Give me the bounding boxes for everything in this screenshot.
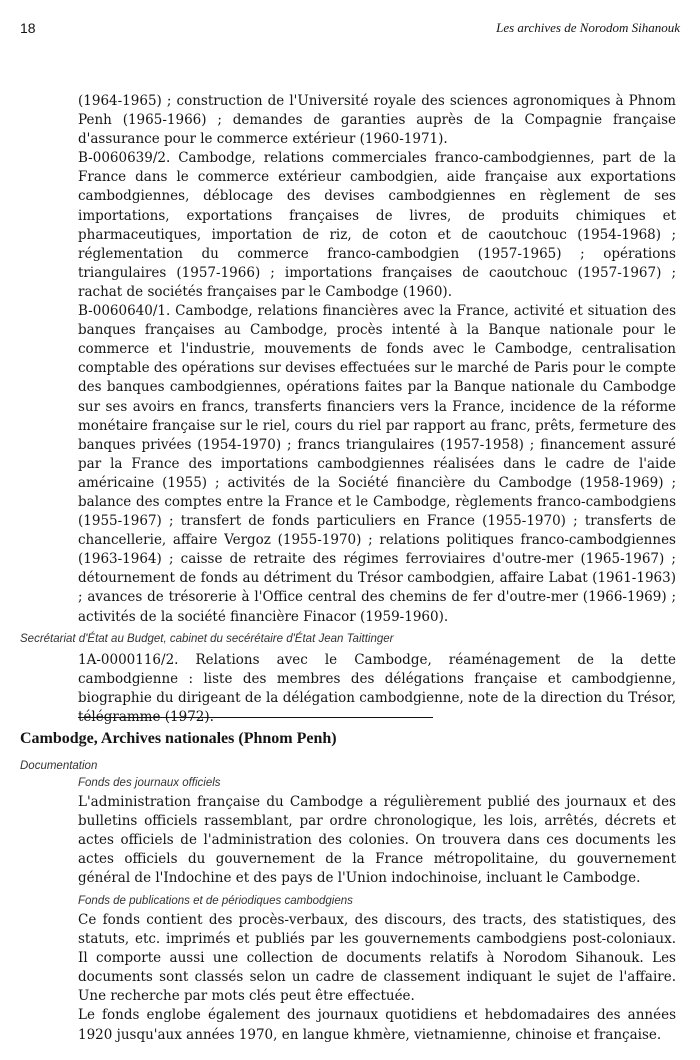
entry-b-0060639: B-0060639/2. Cambodge, relations commerciales franco-cambodgiennes, part de la France dans le commerce extérieur cambodgien, aide française aux exportations cambodgiennes, déblocage des devises cambodgiennes en règlement de ses importations, exportations françaises de livres, de produits chimiques et pharmaceutiques, importation de riz, de coton et de caoutchouc (1954-1968) ; réglementation du commerce franco-cambodgien (1957-1965) ; opérations triangulaires (1957-1966) ; importations françaises de caoutchouc (1957-1967) ; rachat de sociétés françaises par le Cambodge (1960). [78,150,676,300]
page-number: 18 [20,20,36,36]
fonds-publications-label: Fonds de publications et de périodiques cambodgiens [78,895,353,907]
entry-b-0060640: B-0060640/1. Cambodge, relations financières avec la France, activité et situation des banques françaises au Cambodge, procès intenté à la Banque nationale pour le commerce et l'industrie, mouvements de fonds avec le Cambodge, centralisation comptable des opérations sur devises effectuées sur le marché de Paris pour le compte des banques cambodgiennes, opérations faites par la Banque nationale du Cambodge sur ses avoirs en francs, transferts financiers vers la France, incidence de la réforme monétaire française sur le riel, cours du riel par rapport au franc, prêts, fermeture des banques privées (1954-1970) ; francs triangulaires (1957-1958) ; financement assuré par la France des importations cambodgiennes réalisées dans le cadre de l'aide américaine (1955) ; activités de la Société financière du Cambodge (1958-1969) ; balance des comptes entre la France et le Cambodge, règlements franco-cambodgiens (1955-1967) ; transfert de fonds particuliers en France (1955-1970) ; transferts de chancellerie, affaire Vergoz (1955-1970) ; relations politiques franco-cambodgiennes (1963-1964) ; caisse de retraite des régimes ferroviaires d'outre-mer (1965-1967) ; détournement de fonds au détriment du Trésor cambodgien, affaire Labat (1961-1963) ; avances de trésorerie à l'Office central des chemins de fer d'outre-mer (1966-1969) ; activités de la société financière Finacor (1959-1960). [78,303,676,625]
fonds-journaux-text: L'administration française du Cambodge a régulièrement publié des journaux et des bulletins officiels rassemblant, par ordre chronologique, les lois, arrêtés, décrets et actes officiels de l'administration des colonies. On trouvera dans ces documents les actes officiels du gouvernement de la France métropolitaine, du gouvernement général de l'Indochine et des pays de l'Union indochinoise, incluant le Cambodge. [78,794,676,887]
entry-1a-0000116: 1A-0000116/2. Relations avec le Cambodge, réaménagement de la dette cambodgienne : liste des membres des délégations française et cambodgienne, biographie du dirigeant de la délégation cambodgienne, note de la direction du Trésor, télégramme (1972). [78,652,676,726]
fonds-publications-text: Ce fonds contient des procès-verbaux, des discours, des tracts, des statistiques, des statuts, etc. imprimés et publiés par les gouvernements cambodgiens post-coloniaux. Il comporte aussi une collection de documents relatifs à Norodom Sihanouk. Les documents sont classés selon un cadre de classement indiquant le sujet de l'affaire. Une recherche par mots clés peut être effectuée. [78,912,676,1005]
running-title: Les archives de Norodom Sihanouk [496,20,680,35]
fonds-journaux-label: Fonds des journaux officiels [78,777,221,789]
section-divider [78,717,433,718]
section-heading: Cambodge, Archives nationales (Phnom Penh) [20,730,337,747]
archive-entries [78,92,676,627]
entry-continuation: (1964-1965) ; construction de l'Université royale des sciences agronomiques à Phnom Penh (1965-1966) ; demandes de garanties auprès de la Compagnie française d'assurance pour le commerce extérieur (1960-1971). [78,93,676,148]
budget-section-label: Secrétariat d'État au Budget, cabinet du secérétaire d'État Jean Taittinger [20,633,394,645]
documentation-label: Documentation [20,760,98,772]
fonds-publications-body [78,911,676,1045]
page-header [20,20,680,42]
fonds-publications-text-2: Le fonds englobe également des journaux quotidiens et hebdomadaires des années 1920 jusqu'aux années 1970, en langue khmère, vietnamienne, chinoise et française. [78,1007,676,1043]
